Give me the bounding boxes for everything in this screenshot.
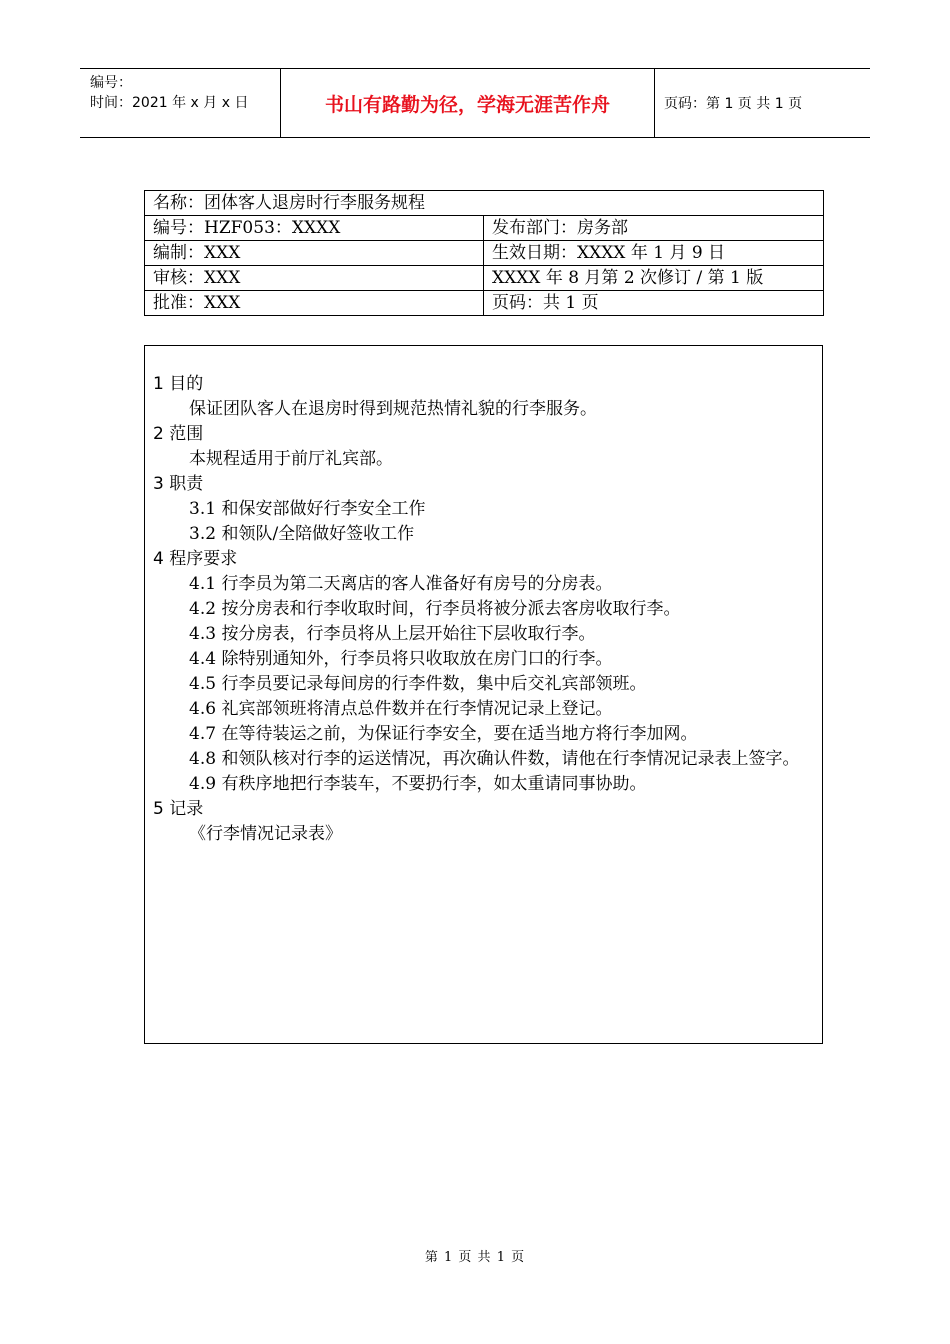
duty-item: 3.2 和领队/全陪做好签收工作 — [189, 524, 415, 544]
procedure-item: 4.4 除特别通知外，行李员将只收取放在房门口的行李。 — [189, 649, 613, 669]
procedure-item: 4.1 行李员为第二天离店的客人准备好有房号的分房表。 — [189, 574, 613, 594]
procedure-item: 4.5 行李员要记录每间房的行李件数，集中后交礼宾部领班。 — [189, 674, 647, 694]
doc-department: 发布部门：房务部 — [484, 216, 824, 241]
procedure-content — [144, 345, 823, 1044]
section-scope-body: 本规程适用于前厅礼宾部。 — [189, 449, 393, 469]
doc-reviewed-by: 审核：XXX — [145, 266, 484, 291]
section-purpose-body: 保证团队客人在退房时得到规范热情礼貌的行李服务。 — [189, 399, 597, 419]
section-records-body: 《行李情况记录表》 — [189, 824, 342, 844]
doc-code: 编号：HZF053：XXXX — [145, 216, 484, 241]
procedure-item: 4.7 在等待装运之前，为保证行李安全，要在适当地方将行李加网。 — [189, 724, 698, 744]
procedure-item: 4.9 有秩序地把行李装车，不要扔行李，如太重请同事协助。 — [189, 774, 647, 794]
doc-revision: XXXX 年 8 月第 2 次修订 / 第 1 版 — [484, 266, 824, 291]
duty-item: 3.1 和保安部做好行李安全工作 — [189, 499, 426, 519]
doc-approved-by: 批准：XXX — [145, 291, 484, 316]
procedure-item: 4.3 按分房表，行李员将从上层开始往下层收取行李。 — [189, 624, 596, 644]
section-scope-title: 2 范围 — [153, 424, 204, 444]
section-records-title: 5 记录 — [153, 799, 204, 819]
procedure-item: 4.2 按分房表和行李收取时间，行李员将被分派去客房收取行李。 — [189, 599, 681, 619]
procedure-item: 4.6 礼宾部领班将清点总件数并在行李情况记录上登记。 — [189, 699, 613, 719]
section-procedure-title: 4 程序要求 — [153, 549, 238, 569]
header-motto: 书山有路勤为径，学海无涯苦作舟 — [281, 69, 655, 137]
section-duty-title: 3 职责 — [153, 474, 204, 494]
document-info-table — [144, 190, 824, 316]
doc-effective-date: 生效日期：XXXX 年 1 月 9 日 — [484, 241, 824, 266]
header-number-label: 编号： — [90, 75, 132, 91]
header-time-label: 时间：2021 年 x 月 x 日 — [90, 95, 249, 111]
header-page-info: 页码：第 1 页 共 1 页 — [664, 96, 803, 112]
page-header — [80, 68, 870, 138]
doc-compiled-by: 编制：XXX — [145, 241, 484, 266]
procedure-item: 4.8 和领队核对行李的运送情况，再次确认件数，请他在行李情况记录表上签字。 — [189, 749, 800, 769]
section-purpose-title: 1 目的 — [153, 374, 204, 394]
doc-name: 名称：团体客人退房时行李服务规程 — [145, 191, 824, 216]
doc-pages: 页码：共 1 页 — [484, 291, 824, 316]
header-meta — [80, 69, 281, 137]
page-footer: 第 1 页 共 1 页 — [424, 1250, 526, 1265]
